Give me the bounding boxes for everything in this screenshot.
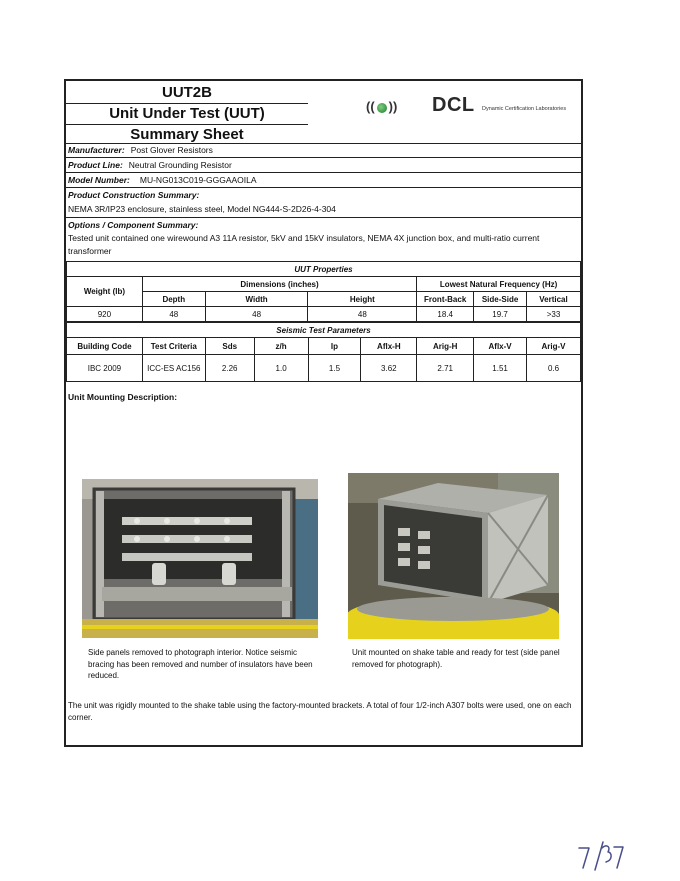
interior-photo (82, 479, 318, 638)
manufacturer-row (66, 143, 581, 158)
dimensions-header: Dimensions (inches) (142, 277, 416, 292)
shake-table-photo (348, 473, 559, 639)
sds-header: Sds (205, 338, 254, 355)
interior-photo-image (82, 479, 318, 638)
sds-value: 2.26 (205, 355, 254, 382)
depth-header: Depth (142, 292, 205, 307)
construction-row (66, 188, 581, 218)
width-header: Width (205, 292, 308, 307)
zh-header: z/h (254, 338, 308, 355)
logo-text: DCL (432, 94, 475, 116)
product-line-value: Neutral Grounding Resistor (128, 160, 232, 170)
building-code-value: IBC 2009 (67, 355, 143, 382)
summary-sheet (64, 79, 583, 747)
shake-table-photo-caption: Unit mounted on shake table and ready for test (side panel removed for photograph). (352, 648, 560, 669)
interior-photo-caption: Side panels removed to photograph interior. Notice seismic bracing has been removed and number of insulators have been reduced. (88, 648, 313, 680)
options-row (66, 218, 581, 262)
front-back-header: Front-Back (417, 292, 474, 307)
side-side-header: Side-Side (474, 292, 527, 307)
vertical-value: >33 (527, 307, 581, 322)
dcl-logo (366, 95, 581, 119)
mounting-label: Unit Mounting Description: (68, 392, 178, 402)
arig-h-value: 2.71 (417, 355, 474, 382)
model-number-value: MU-NG013C019-GGGAAOILA (139, 175, 257, 185)
options-label: Options / Component Summary: (68, 220, 199, 230)
aflx-h-header: Aflx-H (361, 338, 417, 355)
manufacturer-label: Manufacturer: (68, 145, 125, 155)
seismic-parameters-table (66, 322, 581, 382)
aflx-h-value: 3.62 (361, 355, 417, 382)
title-block (66, 83, 308, 145)
construction-value: NEMA 3R/IP23 enclosure, stainless steel, Model NG444-S-2D26-4-304 (68, 204, 336, 214)
aflx-v-value: 1.51 (474, 355, 527, 382)
front-back-value: 18.4 (417, 307, 474, 322)
seismic-title: Seismic Test Parameters (67, 323, 581, 338)
arig-h-header: Arig-H (417, 338, 474, 355)
weight-header: Weight (lb) (67, 277, 143, 307)
construction-label: Product Construction Summary: (68, 190, 200, 200)
mounting-description: The unit was rigidly mounted to the shake table using the factory-mounted brackets. A total of four 1/2-inch A307 bolts were used, one on each corner. (68, 701, 572, 722)
sheet-header (66, 81, 581, 144)
weight-value: 920 (67, 307, 143, 322)
depth-value: 48 (142, 307, 205, 322)
ip-header: Ip (308, 338, 361, 355)
arig-v-header: Arig-V (527, 338, 581, 355)
arig-v-value: 0.6 (527, 355, 581, 382)
uut-title: Unit Under Test (UUT) (66, 104, 308, 125)
uut-id-title: UUT2B (66, 83, 308, 104)
frequency-header: Lowest Natural Frequency (Hz) (417, 277, 581, 292)
height-value: 48 (308, 307, 417, 322)
uut-properties-title: UUT Properties (67, 262, 581, 277)
product-line-label: Product Line: (68, 160, 123, 170)
aflx-v-header: Aflx-V (474, 338, 527, 355)
summary-sheet-title: Summary Sheet (130, 126, 244, 143)
handwritten-page-number (577, 836, 627, 876)
model-number-row (66, 173, 581, 188)
ip-value: 1.5 (308, 355, 361, 382)
manufacturer-value: Post Glover Resistors (130, 145, 213, 155)
zh-value: 1.0 (254, 355, 308, 382)
page-number-handwriting (577, 836, 627, 876)
test-criteria-value: ICC-ES AC156 (142, 355, 205, 382)
side-side-value: 19.7 (474, 307, 527, 322)
logo-dot-icon (377, 103, 387, 113)
logo-waves: (( )) (366, 99, 398, 114)
vertical-header: Vertical (527, 292, 581, 307)
height-header: Height (308, 292, 417, 307)
product-line-row (66, 158, 581, 173)
options-value: Tested unit contained one wirewound A3 11A resistor, 5kV and 15kV insulators, NEMA 4X junction box, and multi-ratio current transformer (68, 233, 540, 256)
test-criteria-header: Test Criteria (142, 338, 205, 355)
shake-table-photo-image (348, 473, 559, 639)
uut-properties-table (66, 262, 581, 322)
logo-subtitle: Dynamic Certification Laboratories (482, 106, 567, 112)
width-value: 48 (205, 307, 308, 322)
model-number-label: Model Number: (68, 175, 130, 185)
building-code-header: Building Code (67, 338, 143, 355)
